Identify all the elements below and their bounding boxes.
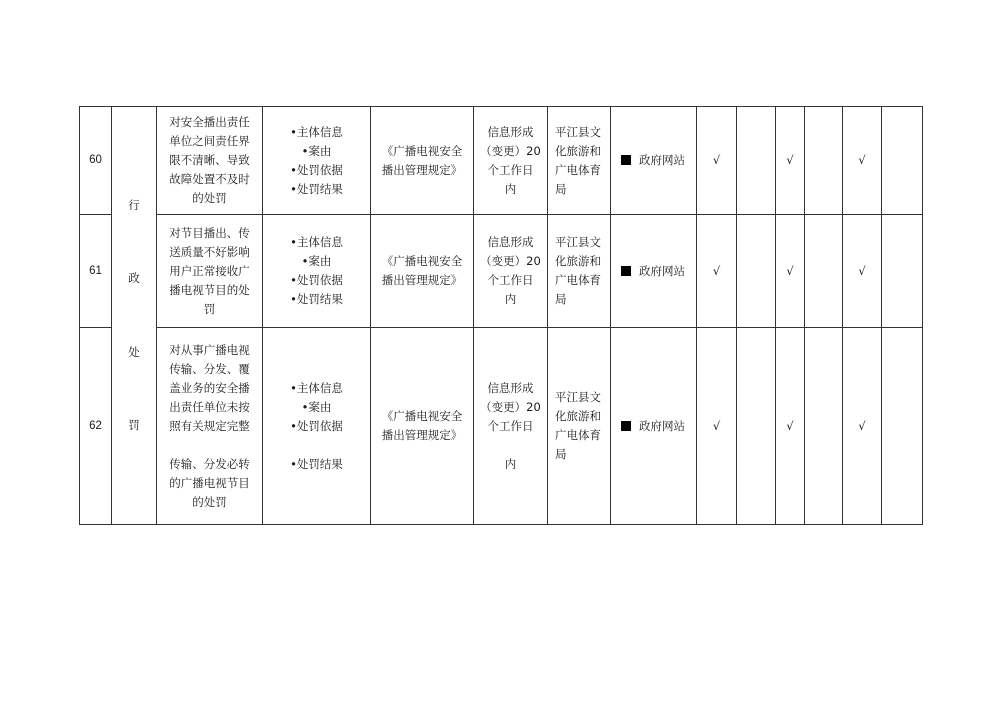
dept-text: 平江县文 [555,235,601,249]
category-cell [112,107,157,525]
time-text: 信息形成 [487,380,534,395]
basis-text: 《广播电视安全 [381,143,463,158]
content-item: •案由 [301,143,332,158]
channel-cell [611,107,697,215]
row-number: 60 [80,107,112,215]
basis-text: 《广播电视安全 [381,254,463,268]
category-char: 处 [128,344,140,359]
item-text: 限不清晰、导致 [169,153,250,167]
category-char: 政 [128,271,140,286]
item-text: 罚 [203,301,216,316]
square-bullet-icon [621,266,631,276]
check-mark: √ [843,107,882,215]
time-cell [474,215,548,328]
dept-text: 化旅游和 [555,254,601,268]
disclosure-table [79,106,923,525]
item-text: 的处罚 [192,494,227,509]
content-item: •主体信息 [290,235,343,249]
item-text: 对节目播出、传 [169,225,250,240]
time-text: 个工作日 [487,162,534,177]
basis-text: 播出管理规定》 [381,273,463,287]
item-text: 传输、分发、覆 [169,361,250,376]
time-text: 个工作日 [487,418,534,433]
time-text: 内 [504,456,517,471]
item-text: 单位之间责任界 [169,134,250,148]
dept-text: 局 [555,447,567,461]
time-text: 内 [504,181,517,196]
time-cell [474,107,548,215]
channel-cell [611,215,697,328]
dept-text: 广电体育 [555,273,601,287]
dept-text: 广电体育 [555,162,601,177]
item-text: 照有关规定完整 [169,418,250,433]
basis-text: 《广播电视安全 [381,409,463,423]
dept-text: 广电体育 [555,428,601,442]
content-item: •主体信息 [290,124,343,139]
basis-text: 播出管理规定》 [381,428,463,442]
item-cell [157,107,263,215]
item-text: 传输、分发必转 [169,456,250,471]
time-text: （变更）20 [480,399,541,414]
item-text: 故障处置不及时 [169,172,250,186]
category-char: 行 [128,197,140,212]
table-row [80,215,923,328]
check-mark [737,328,776,525]
dept-text: 平江县文 [555,390,601,404]
time-text: 个工作日 [487,273,534,287]
check-mark [805,328,843,525]
time-text: （变更）20 [480,143,541,158]
check-mark: √ [697,107,737,215]
time-text: 信息形成 [487,235,534,249]
check-mark: √ [697,215,737,328]
dept-cell [548,215,611,328]
item-text: 的广播电视节目 [169,475,250,490]
basis-cell [371,215,474,328]
basis-cell [371,107,474,215]
table-row [80,328,923,525]
content-item: •主体信息 [290,380,343,395]
content-item: •处罚结果 [290,181,343,196]
item-cell [157,328,263,525]
row-number: 62 [80,328,112,525]
check-mark [805,215,843,328]
check-mark: √ [776,328,805,525]
content-item: •案由 [301,254,332,268]
check-mark [737,107,776,215]
time-text: 信息形成 [487,124,534,139]
item-text: 对从事广播电视 [169,342,250,357]
item-text: 对安全播出责任 [169,115,250,129]
check-mark [882,107,923,215]
basis-cell [371,328,474,525]
dept-text: 平江县文 [555,124,601,139]
content-cell [263,107,371,215]
basis-text: 播出管理规定》 [381,162,463,177]
check-mark: √ [843,215,882,328]
item-text: 送质量不好影响 [169,244,250,259]
content-cell [263,328,371,525]
check-mark [737,215,776,328]
dept-text: 化旅游和 [555,409,601,423]
item-text: 用户正常接收广 [169,263,250,278]
item-cell [157,215,263,328]
content-cell [263,215,371,328]
item-text: 出责任单位未按 [169,399,250,414]
check-mark: √ [843,328,882,525]
content-item: •案由 [301,399,332,414]
check-mark [882,215,923,328]
content-item: •处罚结果 [290,456,343,471]
channel-text: 政府网站 [639,418,685,433]
category-char: 罚 [128,418,140,433]
dept-text: 化旅游和 [555,143,601,158]
table-row [80,107,923,215]
dept-cell [548,107,611,215]
square-bullet-icon [621,421,631,431]
channel-text: 政府网站 [639,263,685,278]
dept-cell [548,328,611,525]
content-item: •处罚依据 [290,418,343,433]
dept-text: 局 [555,292,567,306]
check-mark: √ [776,107,805,215]
row-number: 61 [80,215,112,328]
square-bullet-icon [621,155,631,165]
check-mark: √ [776,215,805,328]
channel-cell [611,328,697,525]
check-mark [882,328,923,525]
dept-text: 局 [555,181,567,196]
content-item: •处罚结果 [290,292,343,306]
time-text: （变更）20 [480,254,541,268]
content-item: •处罚依据 [290,162,343,177]
channel-text: 政府网站 [639,153,685,167]
item-text: 盖业务的安全播 [169,380,250,395]
time-text: 内 [504,292,517,306]
check-mark: √ [697,328,737,525]
content-item: •处罚依据 [290,273,343,287]
check-mark [805,107,843,215]
item-text: 播电视节目的处 [169,282,250,297]
item-text: 的处罚 [192,191,227,205]
time-cell [474,328,548,525]
